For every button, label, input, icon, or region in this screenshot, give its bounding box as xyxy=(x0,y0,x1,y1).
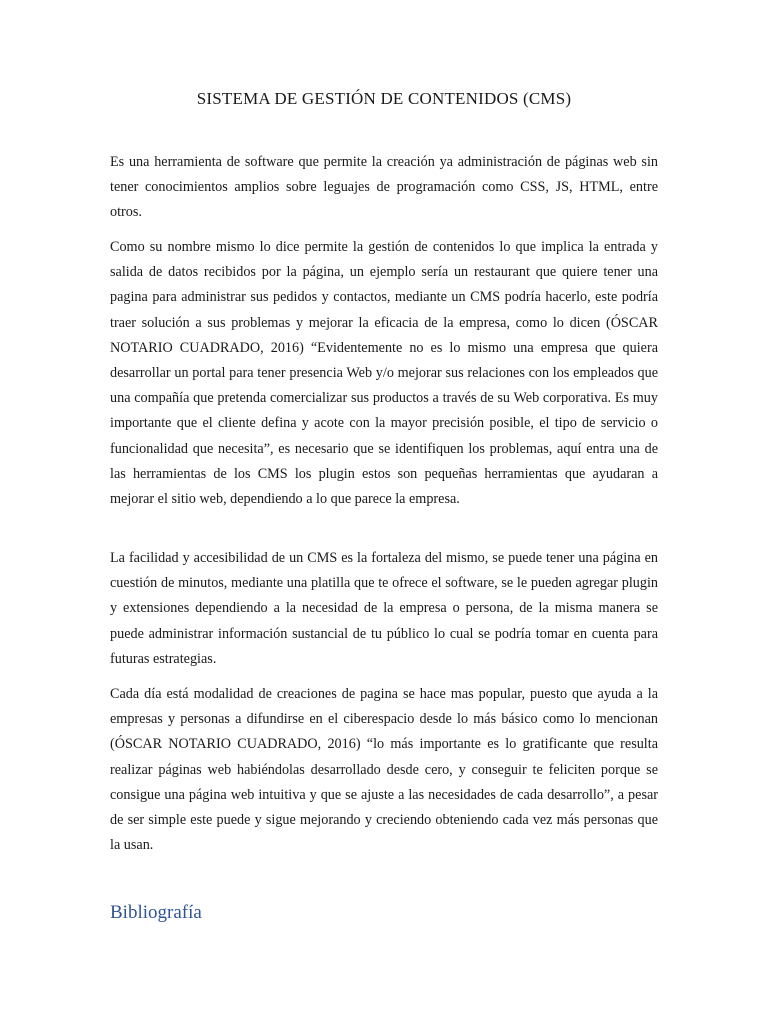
paragraph: Cada día está modalidad de creaciones de pagina se hace mas popular, puesto que ayuda a la empresas y personas a difundirse en el ciberespacio desde lo más básico como lo mencionan (ÓSCAR NOTARIO CUADRADO, 2016) “lo más importante es lo gratificante que resulta realizar páginas web habiéndolas desarrollado desde cero, y conseguir te feliciten porque se consigue una página web intuitiva y que se ajuste a las necesidades de cada desarrollo”, a pesar de ser simple este puede y sigue mejorando y creciendo obteniendo cada vez más personas que la usan. xyxy=(110,686,658,854)
section-heading-bibliografia: Bibliografía xyxy=(110,902,202,923)
document-title: SISTEMA DE GESTIÓN DE CONTENIDOS (CMS) xyxy=(196,89,572,108)
paragraph: Como su nombre mismo lo dice permite la gestión de contenidos lo que implica la entrada y salida de datos recibidos por la página, un ejemplo sería un restaurant que quiere tener una pagina para administrar sus pedidos y contactos, mediante un CMS podría hacerlo, este podría traer solución a sus problemas y mejorar la eficacia de la empresa, como lo dicen (ÓSCAR NOTARIO CUADRADO, 2016) “Evidentemente no es lo mismo una empresa que quiera desarrollar un portal para tener presencia Web y/o mejorar sus relaciones con los empleados que una compañía que pretenda comercializar sus productos a través de su Web corporativa. Es muy importante que el cliente defina y acote con la mayor precisión posible, el tipo de servicio o funcionalidad que necesita”, es necesario que se identifiquen los problemas, aquí entra una de las herramientas de los CMS los plugin estos son pequeñas herramientas que ayudaran a mejorar el sitio web, dependiendo a lo que parece la empresa. xyxy=(110,239,658,508)
paragraph: Es una herramienta de software que permite la creación ya administración de páginas web sin tener conocimientos amplios sobre leguajes de programación como CSS, JS, HTML, entre otros. xyxy=(110,154,658,221)
paragraph: La facilidad y accesibilidad de un CMS es la fortaleza del mismo, se puede tener una página en cuestión de minutos, mediante una platilla que te ofrece el software, se le pueden agregar plugin y extensiones dependiendo a la necesidad de la empresa o persona, de la misma manera se puede administrar información sustancial de tu público lo cual se podría tomar en cuenta para futuras estrategias. xyxy=(110,550,658,667)
